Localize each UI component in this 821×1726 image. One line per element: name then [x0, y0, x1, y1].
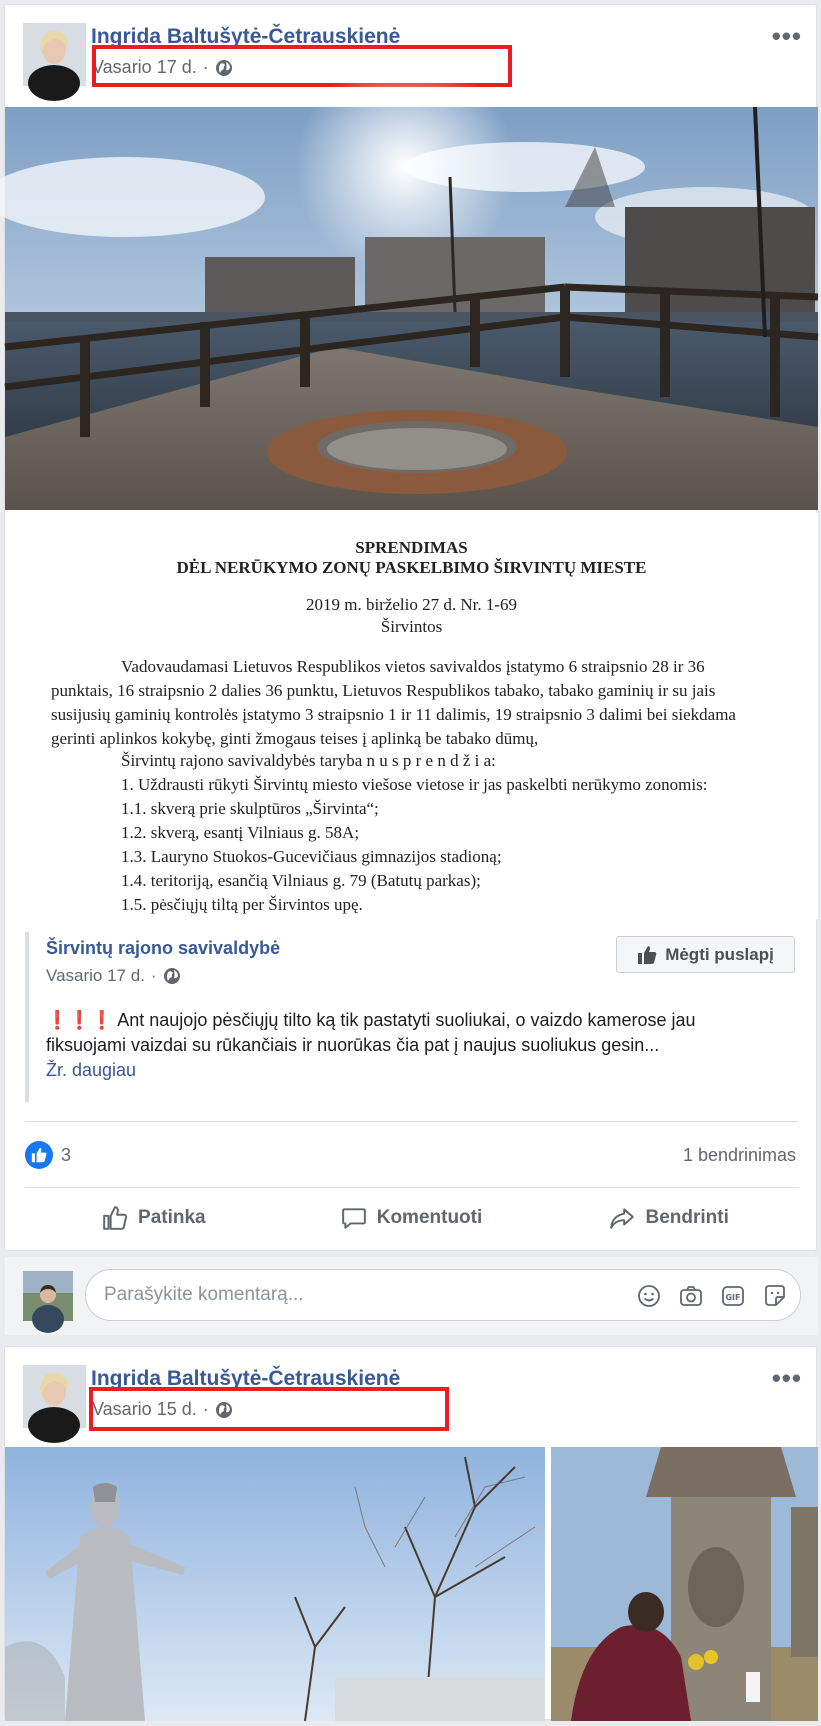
- emoji-icon[interactable]: [636, 1283, 662, 1309]
- share-button[interactable]: [540, 1193, 798, 1243]
- doc-title: SPRENDIMAS: [355, 538, 468, 557]
- comment-composer: [5, 1257, 818, 1335]
- doc-line: 1.1. skverą prie skulptūros „Širvinta“;: [121, 799, 379, 818]
- like-button[interactable]: [25, 1193, 283, 1243]
- like-label: Patinka: [138, 1207, 206, 1228]
- doc-paragraph-line: punktais, 16 straipsnio 2 dalies 36 punktu, Lietuvos Respublikos tabako, tabako gaminių ir su jais: [51, 681, 716, 700]
- reactions-summary[interactable]: [25, 1141, 71, 1169]
- thumbs-up-icon: [637, 945, 657, 965]
- shared-text-body: Ant naujojo pėsčiųjų tilto ką tik pastatyti suoliukai, o vaizdo kamerose jau fiksuojami vaizdai su rūkančiais ir nuorūkas čia pat į naujus suoliukus gesin...: [46, 1010, 696, 1055]
- more-options-icon[interactable]: •••: [771, 1363, 802, 1393]
- doc-line: 1.2. skverą, esantį Vilniaus g. 58A;: [121, 823, 360, 842]
- camera-icon[interactable]: [678, 1283, 704, 1309]
- highlight-box: [89, 1387, 449, 1431]
- author-name[interactable]: Ingrida Baltušytė-Četrauskienė: [91, 1367, 401, 1390]
- doc-line: 1.4. teritoriją, esančią Vilniaus g. 79 (Batutų parkas);: [121, 871, 481, 890]
- shared-post-text: [46, 1008, 766, 1058]
- author-avatar[interactable]: [23, 23, 86, 86]
- post-date[interactable]: Vasario 17 d.: [92, 57, 197, 77]
- post-photo-shrine[interactable]: [551, 1447, 818, 1721]
- comment-button[interactable]: [283, 1193, 541, 1243]
- comment-label: Komentuoti: [376, 1207, 483, 1228]
- sticker-icon[interactable]: [762, 1283, 788, 1309]
- meta-separator: ·: [202, 57, 209, 77]
- doc-line: Širvintų rajono savivaldybės taryba n u s p r e n d ž i a:: [121, 751, 496, 770]
- post-photo-statue[interactable]: [5, 1447, 545, 1721]
- more-options-icon[interactable]: •••: [771, 21, 802, 51]
- meta-separator: ·: [150, 966, 157, 985]
- shared-post: [25, 932, 795, 1102]
- share-label: Bendrinti: [645, 1207, 729, 1228]
- exclamation-marks: ❗❗❗: [46, 1010, 114, 1030]
- doc-paragraph-line: susijusių gaminių kontrolės įstatymo 3 straipsnio 1 ir 11 dalimis, 19 straipsnio 3 dalimi bei siekdama: [51, 705, 736, 724]
- post-photo-bridge[interactable]: [5, 107, 818, 510]
- reactions-count: 3: [61, 1144, 72, 1165]
- svg-text:GIF: GIF: [725, 1293, 741, 1302]
- author-name[interactable]: Ingrida Baltušytė-Četrauskienė: [91, 25, 401, 48]
- shared-page-name[interactable]: Širvintų rajono savivaldybė: [46, 938, 281, 958]
- author-avatar[interactable]: [23, 1365, 86, 1428]
- speech-bubble-icon: [341, 1205, 367, 1231]
- comment-tools: [636, 1283, 788, 1309]
- viewer-avatar[interactable]: [23, 1271, 73, 1321]
- thumbs-up-outline-icon: [102, 1205, 128, 1231]
- post-card: [4, 4, 817, 1305]
- post-actions: [25, 1193, 798, 1243]
- divider: [25, 1187, 798, 1188]
- doc-dateline: 2019 m. birželio 27 d. Nr. 1-69: [305, 595, 518, 614]
- document-image[interactable]: [5, 513, 818, 919]
- gif-icon[interactable]: [720, 1283, 746, 1309]
- doc-subtitle: DĖL NERŪKYMO ZONŲ PASKELBIMO ŠIRVINTŲ MIESTE: [176, 558, 647, 577]
- meta-separator: ·: [202, 1399, 209, 1419]
- doc-line: 1.5. pėsčiųjų tiltą per Širvintos upę.: [121, 895, 363, 914]
- doc-paragraph-line: gerinti aplinkos kokybę, ginti žmogaus teises į aplinką be tabako dūmų,: [51, 729, 539, 748]
- like-reaction-icon: [25, 1141, 53, 1169]
- globe-icon: [163, 967, 181, 985]
- share-arrow-icon: [609, 1205, 635, 1231]
- shared-date[interactable]: Vasario 17 d.: [46, 966, 145, 985]
- like-page-label: Mėgti puslapį: [665, 944, 774, 964]
- comment-input[interactable]: Parašykite komentarą...: [85, 1269, 801, 1321]
- like-page-button[interactable]: [616, 936, 795, 973]
- see-more-link[interactable]: Žr. daugiau: [46, 1060, 137, 1080]
- post-date[interactable]: Vasario 15 d.: [92, 1399, 197, 1419]
- divider: [25, 1121, 798, 1122]
- doc-paragraph-line: Vadovaudamasi Lietuvos Respublikos vietos savivaldos įstatymo 6 straipsnio 28 ir 36: [121, 657, 705, 676]
- shared-meta: [46, 966, 181, 986]
- doc-line: 1. Uždrausti rūkyti Širvintų miesto viešose vietose ir jas paskelbti nerūkymo zonomis:: [121, 775, 708, 794]
- doc-place: Širvintos: [380, 617, 443, 636]
- doc-line: 1.3. Lauryno Stuokos-Gucevičiaus gimnazijos stadioną;: [121, 847, 502, 866]
- post-card: [4, 1346, 817, 1720]
- shares-count[interactable]: 1 bendrinimas: [682, 1145, 796, 1165]
